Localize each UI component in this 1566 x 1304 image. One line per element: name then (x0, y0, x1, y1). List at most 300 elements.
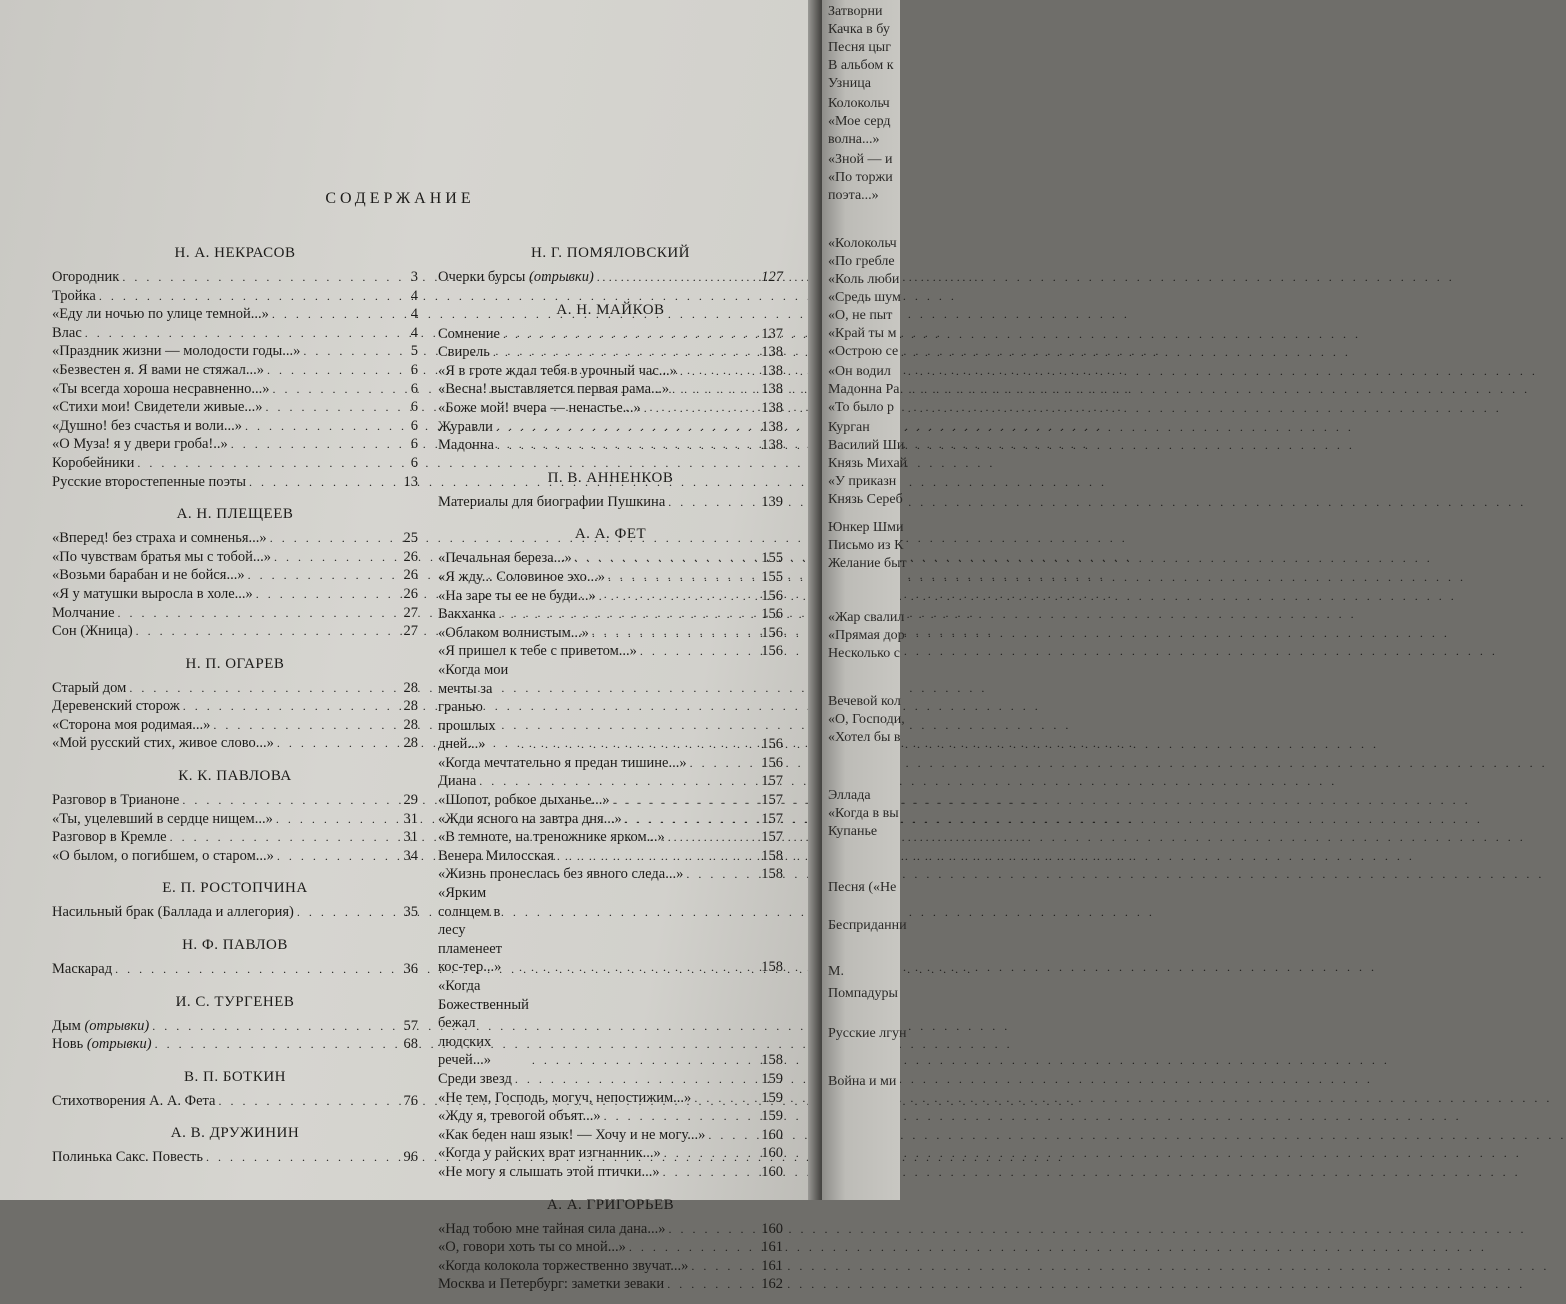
entry-title-text: «О Муза! я у двери гроба!..» (52, 436, 228, 453)
dot-leader (277, 847, 395, 866)
dot-leader (182, 791, 395, 810)
toc-section (52, 932, 418, 979)
next-page-fragment: «Жар свалил (828, 610, 905, 625)
entry-title-text: «Не тем, Господь, могуч, непостижим...» (438, 1089, 692, 1106)
page-number: 6 (410, 417, 418, 434)
page-number: 4 (410, 287, 418, 304)
dot-leader (122, 268, 395, 287)
entry-title (438, 1257, 688, 1276)
entry-title-text: Старый дом (52, 679, 127, 696)
dot-leader (266, 398, 395, 417)
entry-title (52, 810, 273, 829)
page-number: 138 (761, 344, 783, 361)
entry-title (52, 342, 300, 361)
toc-entry (52, 716, 418, 735)
next-page-fragment: Помпадуры (828, 986, 898, 1001)
toc-entry (52, 622, 418, 641)
next-page-fragment: Эллада (828, 788, 871, 803)
page-number: 28 (403, 716, 418, 733)
dot-leader (118, 604, 395, 623)
author-heading: Н. Г. ПОМЯЛОВСКИЙ (530, 245, 690, 261)
dot-leader (183, 697, 395, 716)
page-title: СОДЕРЖАНИЕ (325, 190, 475, 207)
author-heading: И. С. ТУРГЕНЕВ (175, 993, 295, 1010)
page-number: 139 (761, 493, 783, 510)
toc-section (438, 465, 783, 512)
entry-title-text: Насильный брак (Баллада и аллегория) (52, 904, 294, 921)
dot-leader (245, 417, 395, 436)
toc-entry (52, 417, 418, 436)
dot-leader (170, 828, 395, 847)
entry-title-text: Среди звезд (438, 1070, 512, 1087)
page-number: 6 (410, 436, 418, 453)
next-page-fragment: Несколько с (828, 646, 900, 661)
dot-leader (137, 454, 395, 473)
toc-entry (438, 847, 783, 866)
entry-title-text: «Когда мечтательно я предан тишине...» (438, 754, 687, 771)
dot-leader (274, 548, 395, 567)
entry-title (438, 884, 516, 977)
dot-leader (99, 287, 395, 306)
entry-title (52, 734, 274, 753)
dot-leader (303, 342, 395, 361)
next-page-fragment: «Он водил (828, 364, 891, 379)
entry-title-text: Деревенский сторож (52, 698, 180, 715)
toc-section (438, 240, 783, 287)
page-number: 138 (761, 362, 783, 379)
entry-title-text: Мадонна (438, 437, 494, 454)
toc-section (438, 521, 783, 1181)
entry-title-text: Материалы для биографии Пушкина (438, 493, 666, 510)
toc-entry (52, 734, 418, 753)
page-number: 76 (403, 1092, 418, 1109)
dot-leader (680, 362, 758, 381)
entry-title-text: «Возьми барабан и не бойся...» (52, 567, 245, 584)
toc-section (52, 651, 418, 753)
entry-title (438, 605, 496, 624)
toc-entry (52, 697, 418, 716)
entry-title (438, 1275, 664, 1294)
entry-title (438, 810, 622, 829)
entry-title-text: «Боже мой! вчера — ненастье...» (438, 399, 641, 416)
toc-entry (438, 587, 783, 606)
page-number: 158 (761, 847, 783, 864)
page-number: 160 (761, 1163, 783, 1180)
entry-title-text: Дым (52, 1017, 81, 1034)
entry-title-text: «Я у матушки выросла в холе...» (52, 585, 253, 602)
toc-entry (438, 436, 783, 455)
entry-title (438, 977, 529, 1070)
dot-leader (608, 568, 758, 587)
dot-leader (521, 735, 758, 754)
toc-entry (52, 828, 418, 847)
toc-entry (438, 772, 783, 791)
toc-section (52, 501, 418, 641)
entry-title-text: «Когда Божественный бежал людских речей...» (438, 978, 529, 1069)
toc-section (438, 297, 783, 455)
dot-leader (613, 791, 759, 810)
dot-leader (557, 847, 758, 866)
page-number: 138 (761, 381, 783, 398)
page-number: 4 (410, 324, 418, 341)
toc-entry (52, 960, 418, 979)
dot-leader (206, 1148, 395, 1167)
dot-leader (496, 418, 758, 437)
page-number: 57 (403, 1017, 418, 1034)
dot-leader (664, 1144, 759, 1163)
entry-title-text: «Безвестен я. Я вами не стяжал...» (52, 361, 264, 378)
next-page-fragment: Колокольч (828, 96, 890, 111)
entry-title (52, 305, 269, 324)
toc-entry (438, 568, 783, 587)
entry-title-text: «Сторона моя родимая...» (52, 716, 211, 733)
page-number: 27 (403, 604, 418, 621)
entry-title (52, 1092, 215, 1111)
dot-leader (256, 585, 395, 604)
page-number: 26 (403, 585, 418, 602)
toc-entry (52, 1092, 418, 1111)
dot-leader (672, 380, 758, 399)
entry-title (52, 828, 167, 847)
toc-entry (52, 398, 418, 417)
entry-title-text: Сомнение (438, 325, 500, 342)
dot-leader (519, 958, 758, 977)
entry-title (438, 772, 476, 791)
entry-title (438, 1163, 660, 1182)
author-heading: А. Н. ПЛЕЩЕЕВ (176, 506, 294, 523)
page-number: 156 (761, 643, 783, 660)
entry-title (52, 268, 119, 287)
entry-title-text: «Облаком волнистым...» (438, 624, 589, 641)
toc-column-left (52, 240, 418, 1177)
entry-title (438, 436, 494, 455)
entry-title (438, 624, 589, 643)
entry-title-text: Коробейники (52, 454, 135, 471)
next-page-fragment: Юнкер Шми (828, 520, 904, 535)
page-number: 25 (403, 530, 418, 547)
toc-entry (438, 791, 783, 810)
entry-title (52, 454, 134, 473)
author-heading: Н. Ф. ПАВЛОВ (182, 937, 288, 954)
toc-section (52, 989, 418, 1054)
entry-title (52, 903, 294, 922)
next-page-fragment: Узница (828, 76, 871, 91)
page-number: 5 (410, 343, 418, 360)
next-page-fragment: «О, не пыт (828, 308, 893, 323)
page-number: 138 (761, 399, 783, 416)
next-page-fragment: «Средь шум (828, 290, 901, 305)
dot-leader (479, 772, 758, 791)
dot-leader (297, 903, 395, 922)
page-number: 28 (403, 735, 418, 752)
entry-title (438, 268, 594, 287)
entry-title (438, 661, 518, 754)
dot-leader (155, 1035, 395, 1054)
entry-title-text: «В темноте, на треножнике ярком...» (438, 829, 665, 846)
page-number: 155 (761, 550, 783, 567)
page-number: 6 (410, 380, 418, 397)
page-number: 159 (761, 1089, 783, 1106)
entry-title (438, 418, 493, 437)
page-number: 26 (403, 567, 418, 584)
dot-leader (604, 1107, 759, 1126)
entry-title-text: «Над тобою мне тайная сила дана...» (438, 1220, 666, 1237)
toc-entry (52, 604, 418, 623)
dot-leader (213, 716, 395, 735)
dot-leader (708, 1126, 758, 1145)
toc-entry (52, 679, 418, 698)
toc-entry (438, 605, 783, 624)
entry-title-text: «Душно! без счастья и воли...» (52, 417, 243, 434)
dot-leader (668, 828, 758, 847)
entry-title-text: «Не могу я слышать этой птички...» (438, 1163, 660, 1180)
dot-leader (277, 734, 395, 753)
entry-title (52, 679, 126, 698)
page-number: 158 (761, 866, 783, 883)
next-page-fragment: Мадонна Ра (828, 382, 900, 397)
entry-title (52, 960, 112, 979)
next-page-fragment: «Мое серд (828, 114, 891, 129)
next-page-fragment: «По гребле (828, 254, 895, 269)
next-page-fragment: Песня цыг (828, 40, 891, 55)
next-page-fragment: Война и ми (828, 1074, 897, 1089)
next-page-fragment: М. (828, 964, 844, 979)
dot-leader (497, 436, 758, 455)
entry-title-text: «Жизнь пронеслась без явного следа...» (438, 866, 684, 883)
page-number: 159 (761, 1108, 783, 1125)
entry-title-text: «Вперед! без страха и сомненья...» (52, 530, 267, 547)
toc-entry (52, 903, 418, 922)
toc-entry (52, 287, 418, 306)
entry-title-text: «Ярким солнцем в лесу пламенеет кос-тер...» (438, 885, 503, 976)
toc-entry (52, 361, 418, 380)
page-number: 26 (403, 548, 418, 565)
page-number: 158 (761, 1052, 783, 1069)
entry-title (52, 716, 210, 735)
entry-title (438, 362, 677, 381)
entry-title (52, 435, 228, 454)
next-page-fragment: Купанье (828, 824, 878, 839)
page-number: 161 (761, 1257, 783, 1274)
entry-title (52, 847, 274, 866)
page-number: 157 (761, 810, 783, 827)
entry-title-text: «Как беден наш язык! — Хочу и не могу...» (438, 1126, 706, 1143)
dot-leader (597, 268, 758, 287)
toc-entry (438, 642, 783, 661)
toc-entry (438, 1275, 783, 1294)
toc-entry (52, 342, 418, 361)
toc-entry (52, 1017, 418, 1036)
entry-title-text: Полинька Сакс. Повесть (52, 1149, 203, 1166)
entry-title (438, 865, 683, 884)
entry-title (52, 1017, 149, 1036)
toc-entry (438, 828, 783, 847)
entry-title (52, 529, 267, 548)
entry-title-text: «Когда у райских врат изгнанник...» (438, 1145, 661, 1162)
next-page-edge (822, 0, 908, 1200)
toc-entry (52, 791, 418, 810)
toc-entry (438, 1070, 783, 1089)
entry-title-text: Новь (52, 1036, 84, 1053)
entry-title (438, 493, 665, 512)
entry-title (52, 548, 271, 567)
entry-title (438, 1238, 626, 1257)
dot-leader (668, 493, 758, 512)
page-number: 28 (403, 698, 418, 715)
next-page-fragment: «То было р (828, 400, 895, 415)
toc-entry (52, 380, 418, 399)
entry-title-text: Стихотворения А. А. Фета (52, 1092, 216, 1109)
entry-title-text: «Шопот, робкое дыханье...» (438, 792, 610, 809)
entry-title (52, 473, 246, 492)
entry-title (438, 642, 637, 661)
dot-leader (273, 380, 395, 399)
entry-title (438, 1220, 665, 1239)
entry-title (52, 380, 270, 399)
page-number: 156 (761, 587, 783, 604)
entry-title (52, 324, 82, 343)
toc-entry (52, 1035, 418, 1054)
dot-leader (599, 587, 759, 606)
next-page-fragment: «Когда в вы (828, 806, 899, 821)
toc-entry (52, 473, 418, 492)
toc-entry (438, 1144, 783, 1163)
dot-leader (85, 324, 395, 343)
toc-entry (52, 529, 418, 548)
entry-title-text: Вакханка (438, 606, 496, 623)
toc-column-right (438, 240, 783, 1304)
toc-entry (52, 585, 418, 604)
dot-leader (640, 642, 758, 661)
toc-entry (52, 810, 418, 829)
next-page-fragment: «Хотел бы в (828, 730, 901, 745)
entry-title-text: «Я пришел к тебе с приветом...» (438, 643, 637, 660)
dot-leader (152, 1017, 395, 1036)
page-number: 68 (403, 1036, 418, 1053)
dot-leader (129, 679, 395, 698)
next-page-fragment: Желание быт (828, 556, 907, 571)
page-number: 157 (761, 773, 783, 790)
entry-title-text: Венера Милосская (438, 847, 554, 864)
toc-entry (52, 324, 418, 343)
entry-title (438, 1144, 661, 1163)
entry-title-text: Маскарад (52, 961, 113, 978)
next-page-fragment: Письмо из К (828, 538, 904, 553)
next-page-fragment: Бесприданни (828, 918, 907, 933)
entry-title (52, 566, 245, 585)
dot-leader (270, 529, 395, 548)
toc-entry (438, 399, 783, 418)
author-heading: Н. А. НЕКРАСОВ (174, 245, 296, 261)
next-page-fragment: «Прямая дор (828, 628, 905, 643)
entry-title-text: «По чувствам братья мы с тобой...» (52, 548, 272, 565)
page-number: 34 (403, 847, 418, 864)
dot-leader (663, 1163, 759, 1182)
next-page-fragment: «О, Господи, (828, 712, 905, 727)
toc-entry (438, 1107, 783, 1126)
next-page-fragment: Затворни (828, 4, 883, 19)
toc-section (52, 1120, 418, 1167)
next-page-fragment: Курган (828, 420, 870, 435)
entry-title-text: Свирель (438, 344, 490, 361)
page-number: 127 (761, 269, 783, 285)
dot-leader (248, 566, 395, 585)
page-number: 156 (761, 754, 783, 771)
toc-section (52, 763, 418, 865)
toc-entry (438, 754, 783, 773)
entry-title (52, 417, 242, 436)
toc-entry (52, 268, 418, 287)
next-page-fragment: «Колокольч (828, 236, 897, 251)
toc-entry (438, 325, 783, 344)
dot-leader (691, 1257, 758, 1276)
toc-entry (438, 624, 783, 643)
next-page-fragment: «Зной — и (828, 152, 893, 167)
next-page-fragment: поэта...» (828, 188, 879, 203)
dot-leader (532, 1051, 758, 1070)
next-page-fragment: «Коль люби (828, 272, 900, 287)
page-number: 6 (410, 361, 418, 378)
entry-title (52, 287, 96, 306)
toc-entry (438, 1163, 783, 1182)
page-number: 161 (761, 1239, 783, 1256)
entry-title-text: Влас (52, 324, 82, 341)
toc-entry (438, 977, 783, 1070)
dot-leader (276, 810, 395, 829)
dot-leader (499, 605, 759, 624)
dot-leader (592, 624, 758, 643)
entry-title-text: Тройка (52, 287, 96, 304)
entry-title (52, 697, 180, 716)
author-heading: А. А. ГРИГОРЬЕВ (546, 1196, 675, 1213)
entry-title-text: Очерки бурсы (438, 269, 526, 285)
toc-entry (438, 343, 783, 362)
dot-leader (644, 399, 758, 418)
author-heading: Е. П. РОСТОПЧИНА (162, 880, 308, 897)
entry-title-text: Молчание (52, 604, 115, 621)
toc-entry (438, 549, 783, 568)
toc-entry (438, 884, 783, 977)
toc-entry (438, 380, 783, 399)
entry-title (438, 399, 641, 418)
entry-title-text: «Когда колокола торжественно звучат...» (438, 1257, 689, 1274)
author-heading: А. А. ФЕТ (574, 526, 647, 543)
dot-leader (690, 754, 759, 773)
page-number: 96 (403, 1149, 418, 1166)
toc-entry (438, 1126, 783, 1145)
next-page-fragment: Русские лгун (828, 1026, 907, 1041)
page-number: 155 (761, 568, 783, 585)
entry-title (438, 1107, 601, 1126)
dot-leader (267, 361, 395, 380)
page-number: 31 (403, 810, 418, 827)
page-number: 138 (761, 437, 783, 454)
toc-entry (438, 865, 783, 884)
page-number: 160 (761, 1145, 783, 1162)
entry-title-text: Русские второстепенные поэты (52, 473, 247, 490)
page-number: 157 (761, 829, 783, 846)
dot-leader (629, 1238, 758, 1257)
page-number: 36 (403, 961, 418, 978)
toc-entry (438, 1220, 783, 1239)
page-number: 6 (410, 454, 418, 471)
dot-leader (136, 622, 395, 641)
entry-title-text: «Я жду... Соловиное эхо...» (438, 568, 606, 585)
dot-leader (515, 1070, 758, 1089)
page-number: 28 (403, 679, 418, 696)
page-number: 160 (761, 1220, 783, 1237)
author-heading: Н. П. ОГАРЕВ (185, 655, 285, 672)
